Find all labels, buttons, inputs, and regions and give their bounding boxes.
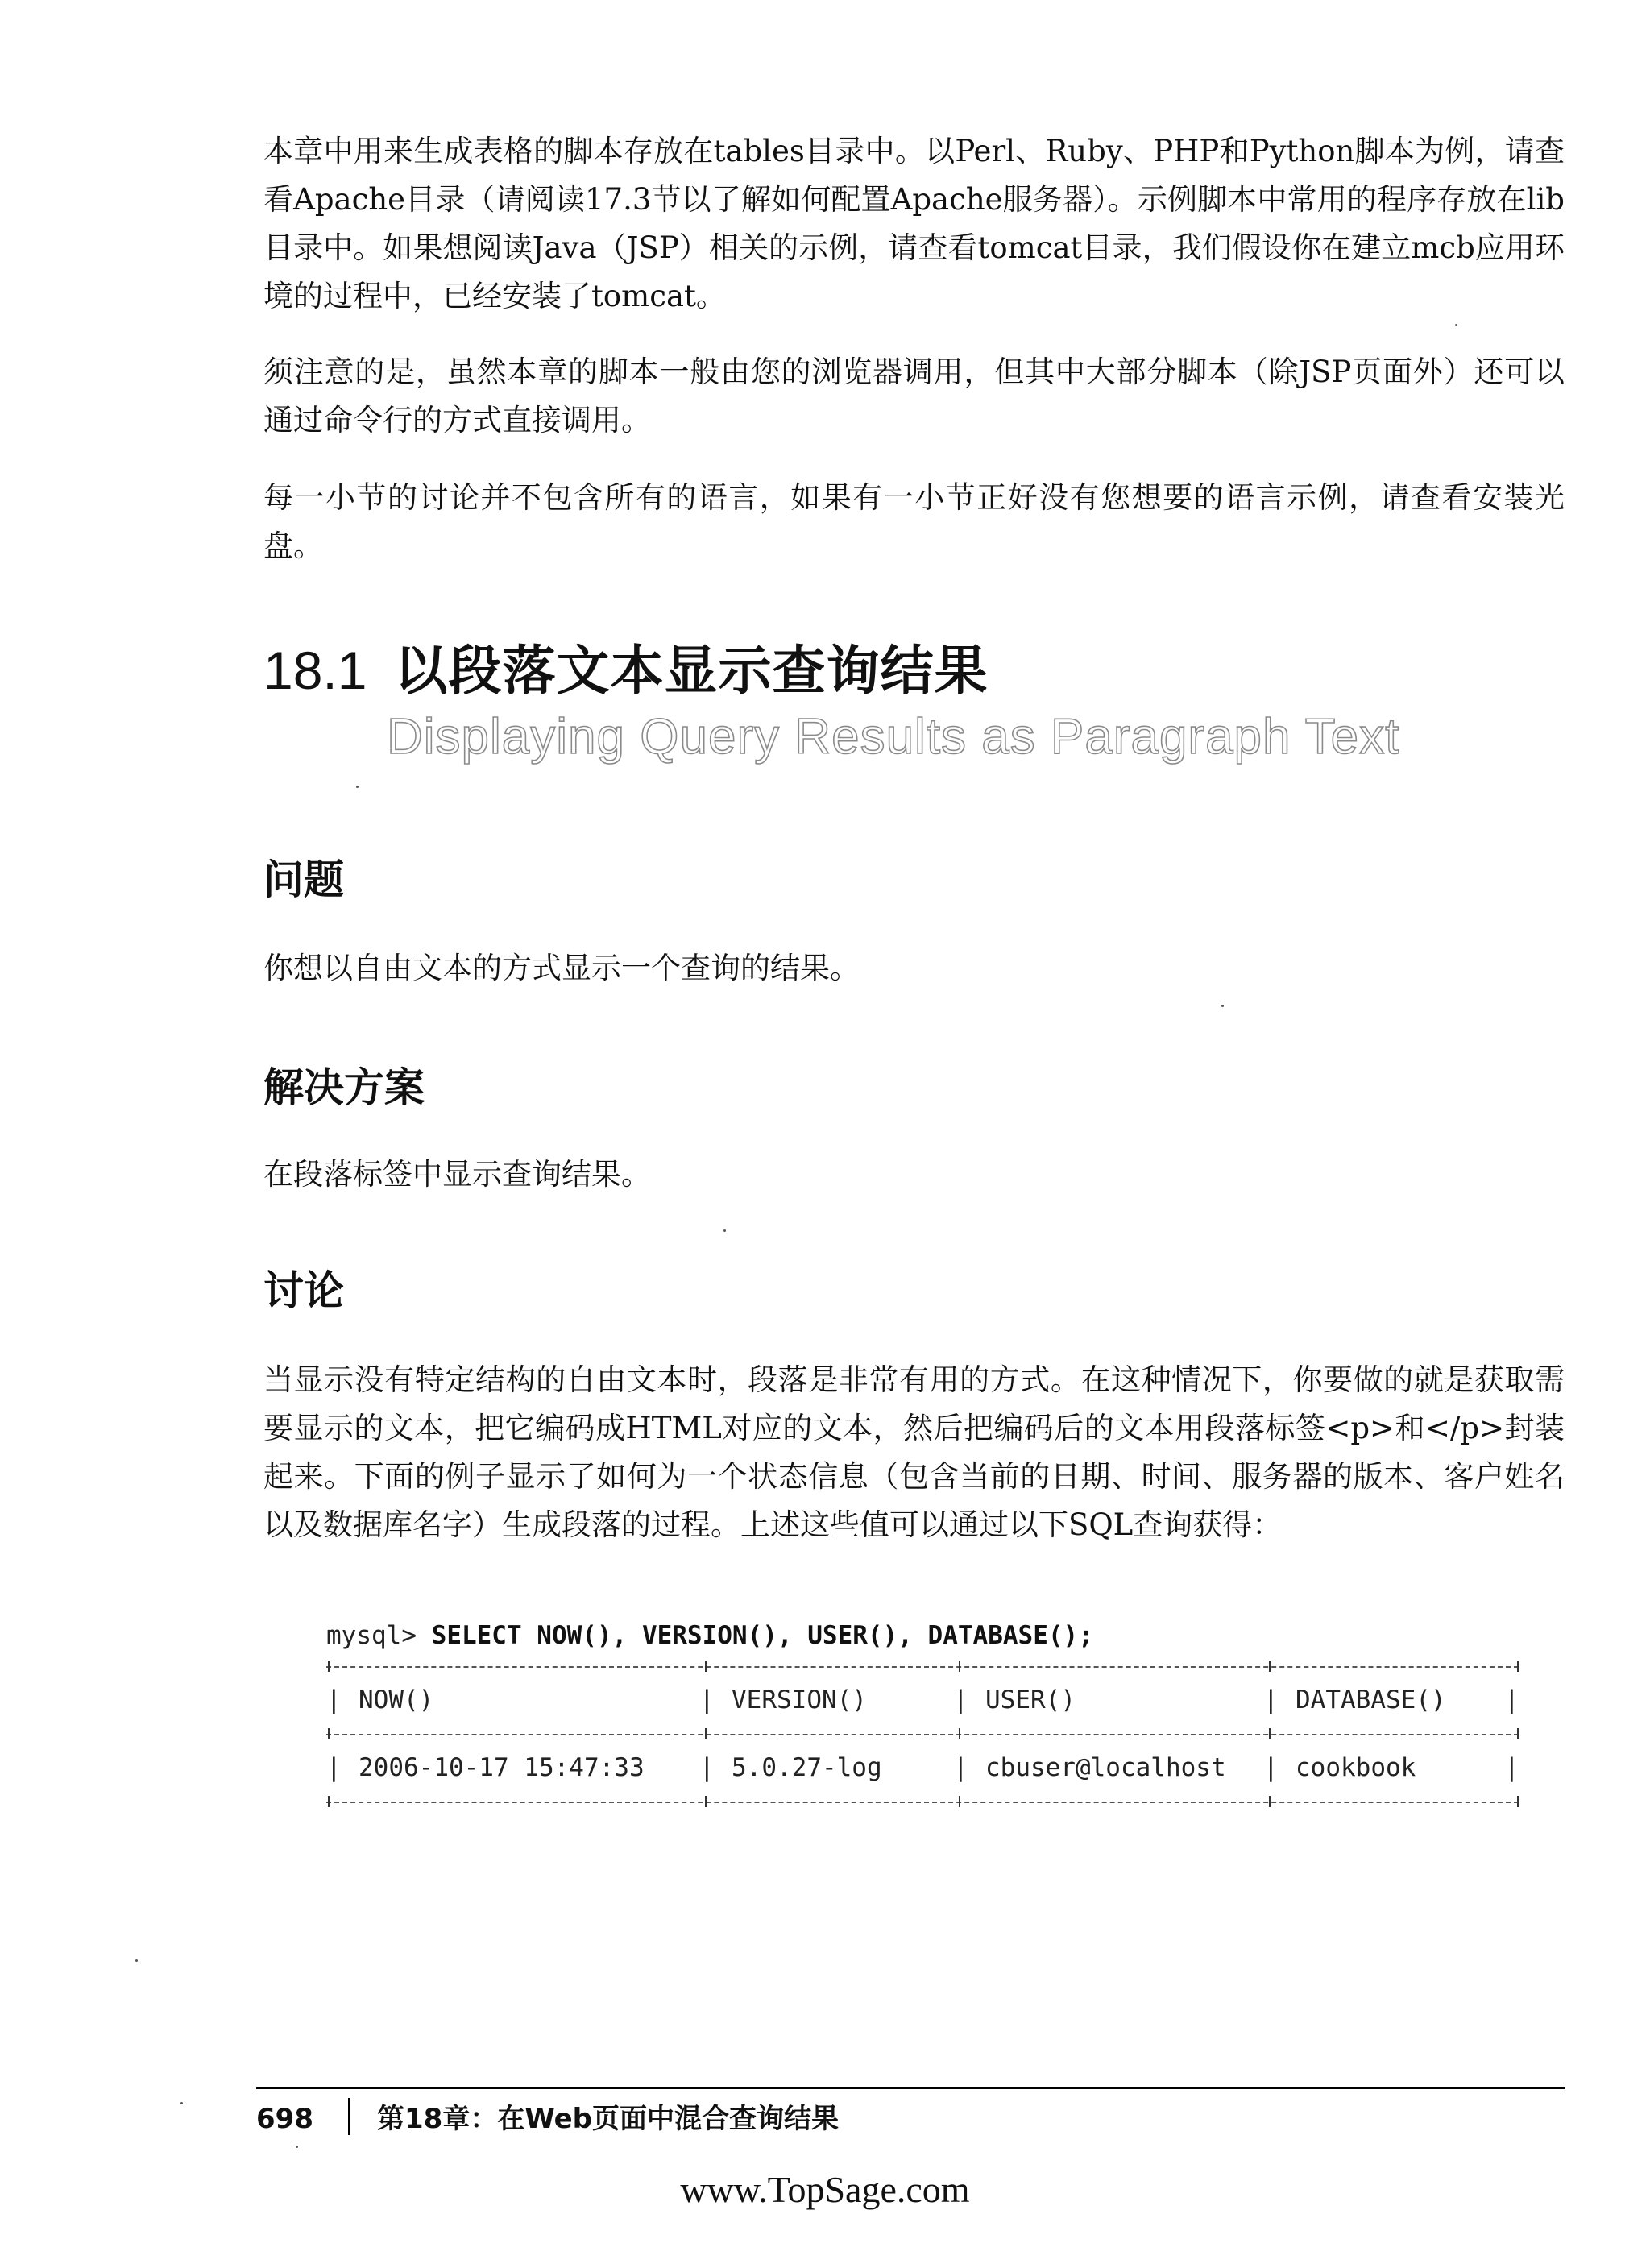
- sql-prompt: mysql>: [326, 1621, 417, 1650]
- discussion-heading: 讨论: [263, 1267, 344, 1314]
- intro-paragraph-2: 须注意的是，虽然本章的脚本一般由您的浏览器调用，但其中大部分脚本（除JSP页面外）还可以通过命令行的方式直接调用。: [263, 355, 1565, 437]
- intro-paragraph-1: 本章中用来生成表格的脚本存放在tables目录中。以Perl、Ruby、PHP和Python脚本为例，请查看Apache目录（请阅读17.3节以了解如何配置Apache服务器）。示例脚本中常用的程序存放在lib目录中。如果想阅读Java（JSP）相关的示例，请查看tomcat目录，我们假设你在建立mcb应用环境的过程中，已经安装了tomcat。: [263, 134, 1565, 313]
- sql-prompt-line: [326, 1619, 1093, 1652]
- solution-heading: 解决方案: [263, 1064, 425, 1111]
- table-rule-header: [326, 1734, 1519, 1735]
- table-cell: cbuser@localhost: [985, 1753, 1226, 1782]
- section-title: [263, 638, 988, 703]
- source-url: www.TopSage.com: [680, 2169, 970, 2210]
- table-cell: 5.0.27-log: [732, 1753, 882, 1782]
- book-page: 本章中用来生成表格的脚本存放在tables目录中。以Perl、Ruby、PHP和Python脚本为例，请查看Apache目录（请阅读17.3节以了解如何配置Apache服务器）。示例脚本中常用的程序存放在lib目录中。如果想阅读Java（JSP）相关的示例，请查看tomcat目录，我们假设你在建立mcb应用环境的过程中，已经安装了tomcat。 须注意的是，虽然本章的脚本一般由您的浏览器调用，但其中大部分脚本（除JSP页面外）还可以通过命令行的方式直接调用。 每一小节的讨论并不包含所有的语言，如果有一小节正好没有您想要的语言示例，请查看安装光盘。 18.1 以段落文本显示查询结果 Displaying Query Results as Paragraph Text 问题 你想以自由文本的方式显示一个查询的结果。 解决方案 在段落标签中显示查询结果。 讨论 当显示没有特定结构的自由文本时，段落是非常有用的方式。在这种情况下，你要做的就是获取需要显示的文本，把它编码成HTML对应的文本，然后把编码后的文本用段落标签<p>和</p>封装起来。下面的例子显示了如何为一个状态信息（包含当前的日期、时间、服务器的版本、客户姓名以及数据库名字）生成段落的过程。上述这些值可以通过以下SQL查询获得： mysql> SELECT NOW(), VERSION(), USER(), DATABASE(); | NOW() | VERSION() | USER() | DATABASE() | | 2006-10-17 15:47:33 | 5.0.27-log | cbuser@localhost | cookbook | 698 第18章：在Web页面中混合查询结果 www.TopSage.com: [0, 0, 1650, 2268]
- discussion-text: 当显示没有特定结构的自由文本时，段落是非常有用的方式。在这种情况下，你要做的就是获取需要显示的文本，把它编码成HTML对应的文本，然后把编码后的文本用段落标签<p>和</p>封装起来。下面的例子显示了如何为一个状态信息（包含当前的日期、时间、服务器的版本、客户姓名以及数据库名字）生成段落的过程。上述这些值可以通过以下SQL查询获得：: [263, 1362, 1565, 1542]
- table-header-cell: VERSION(): [732, 1685, 867, 1714]
- table-cell: cookbook: [1296, 1753, 1416, 1782]
- intro-paragraph-3: 每一小节的讨论并不包含所有的语言，如果有一小节正好没有您想要的语言示例，请查看安装光盘。: [263, 480, 1565, 563]
- problem-text: 你想以自由文本的方式显示一个查询的结果。: [263, 951, 860, 985]
- solution-text: 在段落标签中显示查询结果。: [263, 1157, 651, 1192]
- footer-rule: [256, 2087, 1565, 2089]
- footer-separator: [348, 2098, 350, 2135]
- table-header-cell: USER(): [985, 1685, 1076, 1714]
- section-subtitle: Displaying Query Results as Paragraph Text: [387, 709, 1400, 765]
- problem-heading: 问题: [263, 856, 344, 903]
- page-number: 698: [256, 2103, 313, 2135]
- table-rule-bottom: [326, 1802, 1519, 1803]
- table-header-cell: DATABASE(): [1296, 1685, 1446, 1714]
- table-rule-top: [326, 1666, 1519, 1668]
- table-header-cell: NOW(): [359, 1685, 434, 1714]
- section-number: 18.1: [263, 641, 367, 700]
- chapter-title: 第18章：在Web页面中混合查询结果: [377, 2103, 840, 2135]
- table-cell: 2006-10-17 15:47:33: [359, 1753, 645, 1782]
- sql-query: SELECT NOW(), VERSION(), USER(), DATABASE();: [431, 1621, 1093, 1650]
- section-title-text: 以段落文本显示查询结果: [394, 640, 989, 702]
